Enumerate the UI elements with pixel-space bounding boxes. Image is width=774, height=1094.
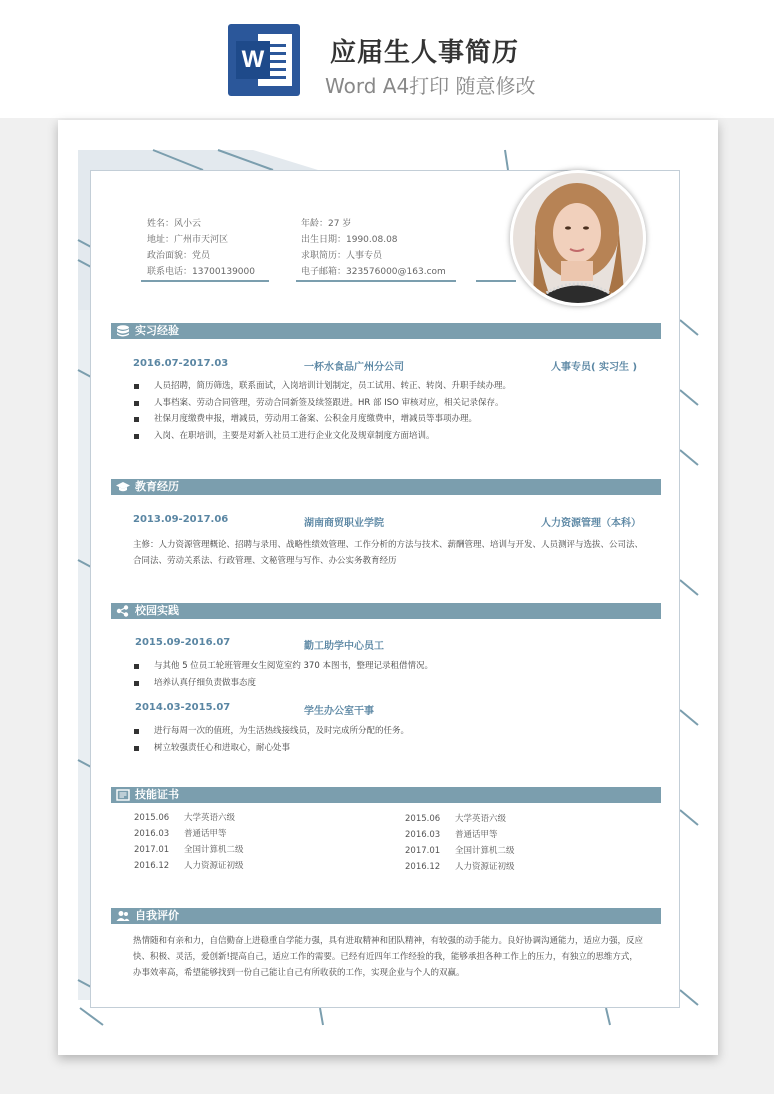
users-icon: [116, 910, 130, 922]
self-eval-text: 热情随和有亲和力，自信勤奋上进稳重自学能力强，具有进取精神和团队精神，有较强的动手能力。良好协调沟通能力，适应力强，反应快、积极、灵活，爱创新!提高自己，适应工作的需要。已经有近四年工作经验的我，能够承担各种工作上的压力，有独立的思维方式，办事效率高，希望能够找到一份自己能让自己有所收获的工作，实现企业与个人的双赢。: [133, 936, 644, 978]
list-item: 进行每周一次的值班，为生活热线接线员，及时完成所分配的任务。: [134, 723, 409, 740]
header-bar: [0, 0, 774, 118]
profile-divider-end: [476, 280, 516, 282]
internship-period: 2016.07-2017.03: [133, 358, 229, 369]
internship-company: 一杯水食品广州分公司: [304, 362, 404, 373]
database-icon: [116, 325, 130, 337]
graduation-cap-icon: [116, 481, 130, 493]
list-item: 与其他 5 位员工轮班管理女生阅览室约 370 本图书，整理记录租借情况。: [134, 658, 433, 675]
profile-politics: 政治面貌：党员: [147, 251, 211, 261]
list-item: 2015.06 大学英语六级: [134, 813, 236, 823]
list-item: 人事档案、劳动合同管理，劳动合同新签及续签跟进。HR 部 ISO 审核对应，相关记录保存。: [134, 395, 511, 412]
list-item: 2015.06 大学英语六级: [405, 814, 507, 824]
education-courses: 主修：人力资源管理概论、招聘与录用、战略性绩效管理、工作分析的方法与技术、薪酬管理、培训与开发、人员测评与选拔、公司法、合同法、劳动关系法、行政管理、文秘管理与写作、办公实务教育经历: [133, 540, 644, 566]
section-bar-education: [111, 479, 661, 495]
certificate-icon: [116, 789, 130, 801]
resume-page: [58, 120, 718, 1055]
list-item: 2016.12 人力资源证初级: [405, 862, 515, 872]
section-title-internship: 实习经验: [135, 324, 179, 337]
section-title-education: 教育经历: [135, 480, 179, 493]
internship-role: 人事专员( 实习生 ): [551, 362, 638, 373]
page-title: 应届生人事简历: [330, 38, 520, 68]
section-title-self-eval: 自我评价: [135, 909, 179, 922]
word-icon: [228, 24, 300, 96]
section-bar-campus: [111, 603, 661, 619]
list-item: 人员招聘，简历筛选，联系面试，入岗培训计划制定，员工试用、转正、转岗、升职手续办理。: [134, 378, 511, 395]
section-bar-internship: [111, 323, 661, 339]
section-bar-skills: [111, 787, 661, 803]
profile-birthdate: 出生日期：1990.08.08: [301, 235, 398, 245]
section-title-campus: 校园实践: [135, 604, 179, 617]
list-item: 2016.03 普通话甲等: [134, 829, 227, 839]
campus-period-1: 2015.09-2016.07: [135, 637, 231, 648]
list-item: 2017.01 全国计算机二级: [405, 846, 515, 856]
profile-name: 姓名：风小云: [147, 219, 202, 229]
section-bar-self-eval: [111, 908, 661, 924]
page-subtitle: Word A4打印 随意修改: [325, 74, 536, 98]
profile-divider-left: [141, 280, 269, 282]
list-item: 入岗、在职培训，主要是对新入社员工进行企业文化及规章制度方面培训。: [134, 428, 511, 445]
word-logo-letter: W: [236, 41, 270, 79]
campus-role-2: 学生办公室干事: [304, 706, 374, 717]
profile-job-target: 求职简历：人事专员: [301, 251, 383, 261]
skills-left-column: [134, 810, 244, 874]
profile-age: 年龄：27 岁: [301, 219, 352, 229]
section-title-skills: 技能证书: [135, 788, 179, 801]
profile-left: [147, 216, 255, 280]
profile-right: [301, 216, 446, 280]
profile-email: 电子邮箱：323576000@163.com: [301, 267, 446, 277]
list-item: 社保月度缴费申报，增减员，劳动用工备案、公积金月度缴费申，增减员等事项办理。: [134, 411, 511, 428]
profile-photo: [510, 170, 646, 306]
internship-duties: [134, 378, 511, 444]
skills-right-column: [405, 811, 515, 875]
profile-divider-right: [296, 280, 456, 282]
list-item: 树立较强责任心和进取心，耐心处事: [134, 740, 409, 757]
profile-phone: 联系电话：13700139000: [147, 267, 255, 277]
list-item: 培养认真仔细负责做事态度: [134, 675, 433, 692]
education-school: 湖南商贸职业学院: [304, 518, 384, 529]
list-item: 2016.03 普通话甲等: [405, 830, 498, 840]
education-period: 2013.09-2017.06: [133, 514, 229, 525]
campus-role-1: 勤工助学中心员工: [304, 641, 384, 652]
education-major: 人力资源管理（本科）: [541, 518, 641, 529]
profile-address: 地址：广州市天河区: [147, 235, 229, 245]
list-item: 2017.01 全国计算机二级: [134, 845, 244, 855]
campus-duties-1: [134, 658, 433, 691]
campus-period-2: 2014.03-2015.07: [135, 702, 231, 713]
campus-duties-2: [134, 723, 409, 756]
share-icon: [116, 605, 130, 617]
list-item: 2016.12 人力资源证初级: [134, 861, 244, 871]
